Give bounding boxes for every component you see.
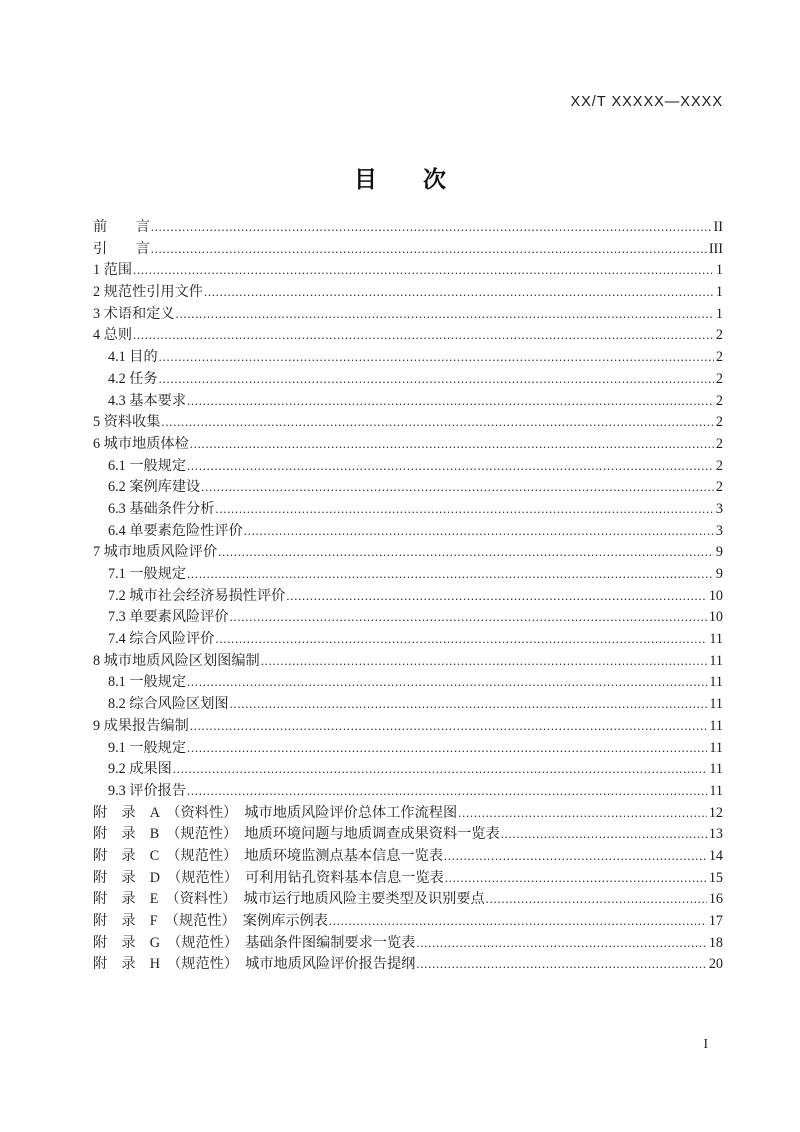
toc-entry (93, 260, 723, 282)
toc-entry-page: III (708, 240, 723, 257)
toc-entry (93, 499, 723, 521)
toc-entry-label: 6.3 基础条件分析 (108, 500, 215, 517)
toc-entry (93, 933, 723, 955)
toc-entry-page: 1 (715, 284, 723, 301)
toc-entry-page: II (713, 219, 723, 235)
toc-entry-label: 8.2 综合风险区划图 (108, 696, 229, 713)
toc-entry-label: 4.1 目的 (108, 349, 158, 366)
toc-entry-label: 7.4 综合风险评价 (108, 631, 215, 648)
toc-leader-dots (486, 889, 707, 911)
toc-entry (93, 325, 723, 347)
toc-entry-label: 附 录 H （规范性） 城市地质风险评价报告提纲 (93, 956, 416, 973)
standard-code-header: XX/T XXXXX—XXXX (570, 94, 723, 110)
toc-entry (93, 456, 723, 478)
toc-leader-dots (187, 738, 707, 760)
toc-entry (93, 738, 723, 760)
toc-leader-dots (176, 304, 714, 326)
toc-entry-page: 1 (715, 262, 723, 279)
toc-entry (93, 347, 723, 369)
toc-entry-page: 2 (715, 414, 723, 431)
toc-leader-dots (204, 282, 714, 304)
toc-entry-page: 9 (715, 566, 723, 582)
toc-entry-label: 附 录 C （规范性） 地质环境监测点基本信息一览表 (93, 847, 443, 864)
toc-entry-page: 11 (709, 696, 723, 713)
toc-entry (93, 846, 723, 868)
toc-leader-dots (159, 347, 714, 369)
toc-entry-page: 17 (708, 913, 723, 929)
toc-leader-dots (215, 499, 713, 521)
toc-entry-label: 7.1 一般规定 (108, 566, 187, 582)
toc-entry (93, 239, 723, 261)
toc-entry-label: 4.3 基本要求 (108, 392, 187, 409)
toc-leader-dots (133, 260, 714, 282)
toc-entry-label: 6 城市地质体检 (93, 435, 189, 452)
toc-entry (93, 629, 723, 651)
toc-leader-dots (261, 651, 708, 673)
toc-entry (93, 672, 723, 694)
toc-entry (93, 889, 723, 911)
toc-entry-page: 10 (708, 609, 723, 626)
toc-entry (93, 217, 723, 239)
toc-entry-page: 2 (715, 370, 723, 387)
toc-entry-label: 7.2 城市社会经济易损性评价 (108, 587, 286, 604)
toc-leader-dots (416, 954, 706, 976)
toc-entry (93, 694, 723, 716)
toc-entry-page: 11 (709, 782, 723, 799)
toc-entry-label: 3 术语和定义 (93, 305, 175, 322)
toc-entry-page: 11 (709, 761, 723, 778)
toc-entry-label: 6.4 单要素危险性评价 (108, 522, 243, 539)
toc-entry-label: 前 言 (93, 219, 150, 235)
toc-entry (93, 651, 723, 673)
toc-entry-label: 9.2 成果图 (108, 761, 172, 778)
toc-entry (93, 542, 723, 564)
toc-entry (93, 824, 723, 846)
toc-entry-label: 9.1 一般规定 (108, 739, 187, 756)
toc-entry (93, 391, 723, 413)
toc-entry-page: 11 (709, 652, 723, 669)
toc-entry-page: 2 (715, 349, 723, 366)
toc-leader-dots (161, 412, 714, 434)
toc-entry-page: 10 (708, 587, 723, 604)
toc-entry-page: 15 (708, 869, 723, 886)
toc-entry (93, 369, 723, 391)
toc-leader-dots (329, 911, 707, 933)
toc-entry (93, 607, 723, 629)
toc-entry-page: 20 (708, 956, 723, 973)
toc-entry-page: 2 (715, 392, 723, 409)
toc-entry-label: 2 规范性引用文件 (93, 284, 203, 301)
toc-leader-dots (187, 672, 707, 694)
toc-entry-label: 4.2 任务 (108, 370, 158, 387)
toc-entry-page: 18 (708, 934, 723, 951)
toc-entry (93, 564, 723, 586)
toc-entry (93, 521, 723, 543)
toc-entry (93, 803, 723, 825)
toc-entry-label: 8 城市地质风险区划图编制 (93, 652, 260, 669)
toc-entry-label: 附 录 B （规范性） 地质环境问题与地质调查成果资料一览表 (93, 826, 500, 843)
toc-entry-label: 7.3 单要素风险评价 (108, 609, 229, 626)
toc-leader-dots (190, 716, 708, 738)
toc-list (93, 217, 723, 976)
toc-entry-page: 2 (715, 327, 723, 344)
toc-leader-dots (187, 564, 714, 586)
toc-entry-label: 引 言 (93, 240, 150, 257)
toc-entry-label: 4 总则 (93, 327, 133, 344)
toc-entry-page: 2 (715, 435, 723, 452)
toc-entry-page: 9 (715, 544, 723, 561)
toc-leader-dots (218, 542, 714, 564)
toc-entry-label: 6.2 案例库建设 (108, 479, 201, 496)
toc-entry-page: 12 (708, 804, 723, 821)
toc-leader-dots (286, 586, 706, 608)
toc-entry-label: 7 城市地质风险评价 (93, 544, 218, 561)
toc-entry-page: 16 (708, 891, 723, 908)
toc-leader-dots (201, 477, 714, 499)
toc-leader-dots (187, 781, 707, 803)
toc-entry-page: 11 (709, 717, 723, 734)
toc-entry-page: 3 (715, 522, 723, 539)
toc-leader-dots (501, 824, 707, 846)
toc-entry-label: 9.3 评价报告 (108, 782, 187, 799)
toc-entry-label: 附 录 A （资料性） 城市地质风险评价总体工作流程图 (93, 804, 458, 821)
toc-leader-dots (173, 759, 707, 781)
toc-entry-label: 9 成果报告编制 (93, 717, 189, 734)
toc-entry (93, 477, 723, 499)
footer-page-number: I (703, 1036, 708, 1051)
toc-leader-dots (151, 217, 712, 239)
toc-entry-page: 2 (715, 479, 723, 496)
toc-leader-dots (133, 325, 714, 347)
toc-entry-label: 8.1 一般规定 (108, 674, 187, 691)
toc-entry-label: 附 录 E （资料性） 城市运行地质风险主要类型及识别要点 (93, 891, 485, 908)
toc-leader-dots (445, 868, 707, 890)
toc-entry (93, 412, 723, 434)
toc-leader-dots (244, 521, 714, 543)
toc-entry (93, 282, 723, 304)
toc-leader-dots (458, 803, 707, 825)
toc-leader-dots (416, 933, 706, 955)
toc-leader-dots (230, 694, 708, 716)
toc-entry (93, 868, 723, 890)
toc-leader-dots (151, 239, 707, 261)
toc-leader-dots (444, 846, 707, 868)
toc-entry-label: 附 录 F （规范性） 案例库示例表 (93, 913, 328, 929)
toc-entry (93, 759, 723, 781)
toc-entry-page: 13 (708, 826, 723, 843)
toc-entry (93, 781, 723, 803)
toc-leader-dots (187, 456, 714, 478)
toc-leader-dots (187, 391, 714, 413)
toc-entry (93, 304, 723, 326)
toc-entry-label: 附 录 D （规范性） 可利用钻孔资料基本信息一览表 (93, 869, 444, 886)
toc-entry (93, 911, 723, 933)
toc-entry-page: 11 (709, 739, 723, 756)
toc-entry (93, 954, 723, 976)
toc-entry-page: 14 (708, 847, 723, 864)
toc-entry-page: 11 (709, 674, 723, 691)
toc-entry-page: 11 (709, 631, 723, 648)
toc-entry (93, 434, 723, 456)
toc-entry-label: 1 范围 (93, 262, 133, 279)
toc-entry-label: 附 录 G （规范性） 基础条件图编制要求一览表 (93, 934, 416, 951)
toc-leader-dots (190, 434, 714, 456)
toc-entry (93, 716, 723, 738)
toc-entry-label: 5 资料收集 (93, 414, 161, 431)
toc-entry-page: 2 (715, 457, 723, 474)
page-title: 目 次 (354, 166, 446, 192)
toc-leader-dots (159, 369, 714, 391)
toc-entry-label: 6.1 一般规定 (108, 457, 187, 474)
toc-entry-page: 1 (715, 305, 723, 322)
toc-entry-page: 3 (715, 500, 723, 517)
toc-leader-dots (230, 607, 707, 629)
toc-leader-dots (215, 629, 707, 651)
toc-entry (93, 586, 723, 608)
